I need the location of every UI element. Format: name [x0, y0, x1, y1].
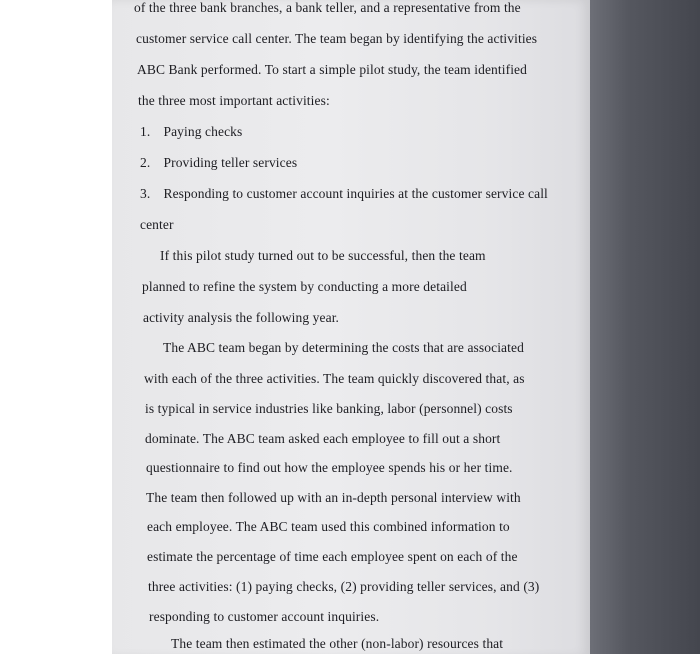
text-line: The ABC team began by determining the costs that are associated — [163, 340, 524, 355]
text-line: questionnaire to find out how the employee spends his or her time. — [146, 460, 513, 475]
text-line: is typical in service industries like banking, labor (personnel) costs — [145, 401, 513, 416]
list-number: 3. — [140, 186, 151, 201]
text-line: estimate the percentage of time each employee spent on each of the — [147, 549, 518, 564]
list-text: Paying checks — [163, 124, 243, 139]
dark-background — [590, 0, 700, 657]
list-number: 2. — [140, 155, 151, 170]
list-text: Responding to customer account inquiries at the customer service call — [163, 186, 548, 201]
text-line: planned to refine the system by conducting a more detailed — [142, 279, 467, 294]
list-number: 1. — [140, 124, 151, 139]
text-line: The team then followed up with an in-depth personal interview with — [146, 490, 521, 505]
list-item — [140, 186, 548, 202]
text-line: If this pilot study turned out to be successful, then the team — [160, 248, 486, 263]
list-item — [140, 155, 297, 171]
text-line: ABC Bank performed. To start a simple pilot study, the team identified — [137, 62, 527, 77]
white-margin — [0, 0, 112, 657]
text-line: dominate. The ABC team asked each employee to fill out a short — [145, 431, 501, 446]
text-line: the three most important activities: — [138, 93, 330, 108]
text-line: The team then estimated the other (non-labor) resources that — [171, 636, 504, 651]
list-item — [140, 124, 242, 140]
text-line: three activities: (1) paying checks, (2) providing teller services, and (3) — [148, 579, 540, 594]
text-line: each employee. The ABC team used this combined information to — [147, 519, 510, 534]
text-line: customer service call center. The team began by identifying the activities — [136, 31, 538, 46]
text-line: center — [140, 217, 174, 232]
text-line: with each of the three activities. The team quickly discovered that, as — [144, 371, 525, 386]
text-line: activity analysis the following year. — [143, 310, 340, 325]
text-line: of the three bank branches, a bank teller, and a representative from the — [134, 0, 521, 15]
text-line: responding to customer account inquiries. — [149, 609, 380, 624]
list-text: Providing teller services — [163, 155, 298, 170]
